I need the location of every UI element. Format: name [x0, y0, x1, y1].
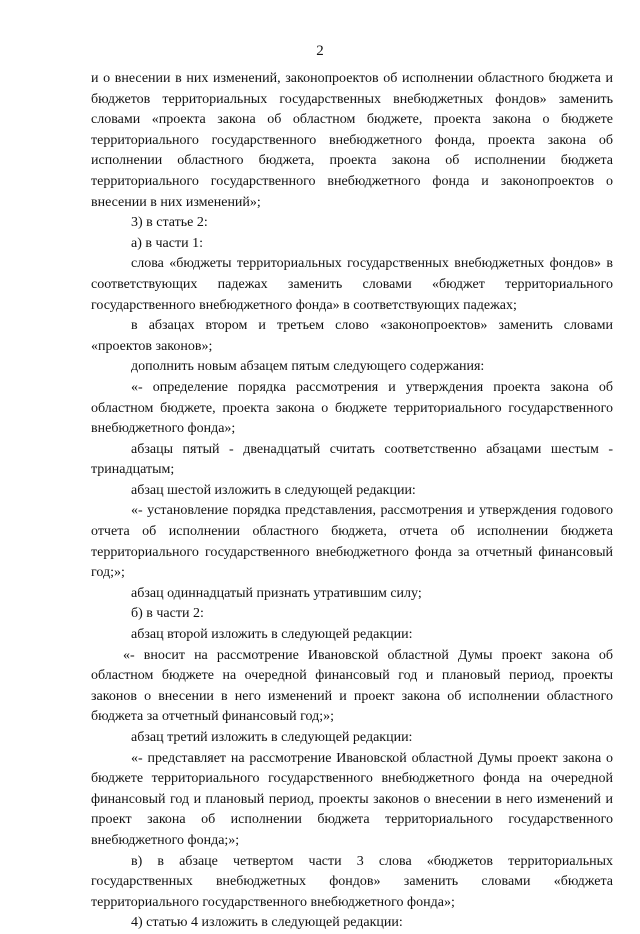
paragraph: а) в части 1:: [131, 235, 203, 251]
paragraph: «- представляет на рассмотрение Ивановской областной Думы проект закона о бюджете территориального государственного внебюджетного фонда на очередной финансовый год и плановый период, проекты законов о внесении в него изменений и проект закона об исполнении бюджета территориального государственного внебюджетного фонда;»;: [91, 750, 613, 848]
paragraph: абзацы пятый - двенадцатый считать соответственно абзацами шестым - тринадцатым;: [91, 441, 613, 478]
paragraph: в абзацах втором и третьем слово «законопроектов» заменить словами «проектов законов»;: [91, 318, 613, 354]
paragraph: б) в части 2:: [131, 606, 204, 622]
paragraph: «- установление порядка представления, рассмотрения и утверждения годового отчета об исполнении областного бюджета, отчета об исполнении бюджета территориального государственного внебюджетного фонда за отчетный финансовый год;»;: [91, 503, 613, 581]
paragraph: слова «бюджеты территориальных государственных внебюджетных фондов» в соответствующих падежах заменить словами «бюджет территориального государственного внебюджетного фонда» в соответствующих падежах;: [91, 256, 613, 313]
document-body: [91, 69, 613, 934]
paragraph: в) в абзаце четвертом части 3 слова «бюджетов территориальных государственных внебюджетных фондов» заменить словами «бюджета территориального государственного внебюджетного фонда»;: [91, 853, 613, 910]
page-number: 2: [316, 43, 324, 59]
paragraph: и о внесении в них изменений, законопроектов об исполнении областного бюджета и бюджетов территориальных государственных внебюджетных фондов» заменить словами «проекта закона об областном бюджете, проекта закона о бюджете территориального государственного внебюджетного фонда, проекта закона об исполнении областного бюджета, проекта закона об исполнении бюджета территориального государственного внебюджетного фонда и законопроектов о внесении в них изменений»;: [91, 71, 613, 210]
paragraph: абзац шестой изложить в следующей редакции:: [131, 482, 416, 498]
paragraph: 4) статью 4 изложить в следующей редакции:: [131, 915, 403, 931]
paragraph: «- определение порядка рассмотрения и утверждения проекта закона об областном бюджете, проекта закона о бюджете территориального государственного внебюджетного фонда»;: [91, 379, 613, 437]
paragraph: абзац одиннадцатый признать утратившим силу;: [131, 585, 422, 601]
paragraph: дополнить новым абзацем пятым следующего содержания:: [131, 359, 485, 375]
paragraph: «- вносит на рассмотрение Ивановской областной Думы проект закона об областном бюджете на очередной финансовый год и плановый период, проекты законов о внесении в него изменений и проект закона об исполнении областного бюджета за отчетный финансовый год;»;: [91, 647, 613, 725]
paragraph: абзац второй изложить в следующей редакции:: [131, 627, 413, 643]
paragraph: абзац третий изложить в следующей редакции:: [131, 730, 413, 745]
paragraph: 3) в статье 2:: [131, 215, 208, 231]
